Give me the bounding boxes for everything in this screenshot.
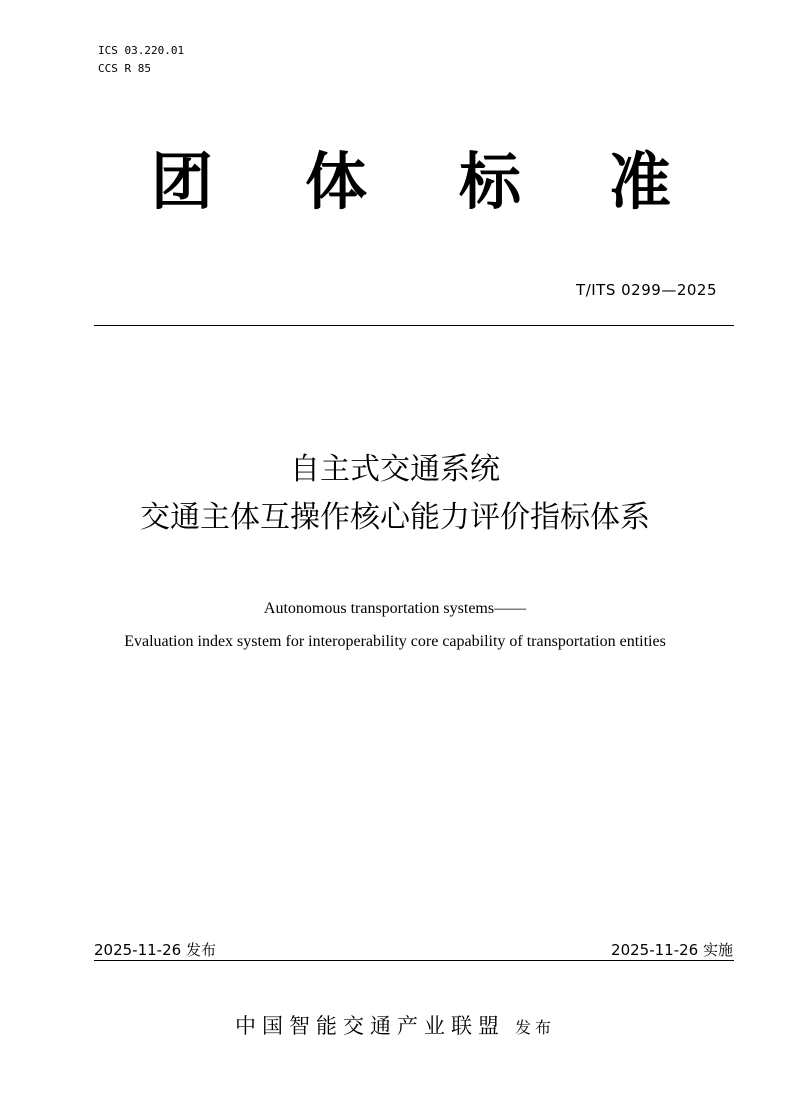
publisher-suffix: 发布 bbox=[514, 1018, 555, 1037]
title-english bbox=[0, 592, 790, 658]
title-zh-line-1: 自主式交通系统 bbox=[290, 452, 500, 487]
standard-type-char-3: 标 bbox=[458, 145, 521, 218]
footer-divider bbox=[94, 960, 734, 961]
standard-type-char-2: 体 bbox=[304, 145, 367, 218]
ics-code: ICS 03.220.01 bbox=[98, 44, 185, 57]
classification-codes bbox=[98, 42, 184, 78]
standard-type-char-4: 准 bbox=[608, 145, 671, 218]
ccs-code: CCS R 85 bbox=[98, 62, 151, 75]
standard-type-char-1: 团 bbox=[150, 145, 213, 218]
title-zh-line-2: 交通主体互操作核心能力评价指标体系 bbox=[140, 500, 650, 535]
standard-type-heading bbox=[0, 146, 790, 218]
issue-date: 2025-11-26 发布 bbox=[94, 941, 216, 959]
standard-number: T/ITS 0299—2025 bbox=[576, 281, 717, 299]
title-chinese bbox=[0, 446, 790, 542]
publisher-name: 中国智能交通产业联盟 bbox=[234, 1014, 505, 1038]
implementation-date: 2025-11-26 实施 bbox=[611, 941, 733, 959]
title-en-line-2: Evaluation index system for interoperability core capability of transportation entities bbox=[124, 633, 666, 650]
title-en-line-1: Autonomous transportation systems—— bbox=[263, 600, 527, 617]
header-divider bbox=[94, 325, 734, 326]
publisher-line bbox=[0, 1010, 790, 1040]
